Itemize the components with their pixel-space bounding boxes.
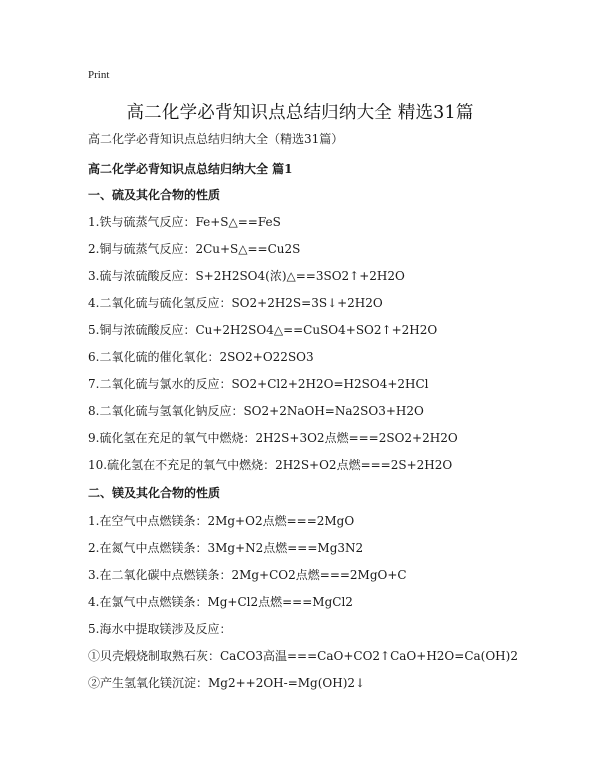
list-item: 4.二氧化硫与硫化氢反应：SO2+2H2S=3S↓+2H2O: [88, 296, 383, 310]
section-heading-sulfur: 一、硫及其化合物的性质: [88, 188, 221, 202]
list-item: 2.铜与硫蒸气反应：2Cu+S△==Cu2S: [88, 242, 301, 256]
list-item: 2.在氮气中点燃镁条：3Mg+N2点燃===Mg3N2: [88, 541, 364, 555]
list-item: 1.在空气中点燃镁条：2Mg+O2点燃===2MgO: [88, 514, 355, 528]
list-item: 5.铜与浓硫酸反应：Cu+2H2SO4△==CuSO4+SO2↑+2H2O: [88, 323, 438, 337]
list-item: 5.海水中提取镁涉及反应：: [88, 622, 232, 636]
list-item: 1.铁与硫蒸气反应：Fe+S△==FeS: [88, 215, 281, 229]
list-item: 6.二氧化硫的催化氧化：2SO2+O22SO3: [88, 350, 314, 364]
list-item: ①贝壳煅烧制取熟石灰：CaCO3高温===CaO+CO2↑CaO+H2O=Ca(OH)2: [88, 649, 518, 663]
list-item: ②产生氢氧化镁沉淀：Mg2++2OH-=Mg(OH)2↓: [88, 676, 366, 690]
list-item: 10.硫化氢在不充足的氧气中燃烧：2H2S+O2点燃===2S+2H2O: [88, 458, 453, 472]
document-subtitle: 高二化学必背知识点总结归纳大全（精选31篇）: [88, 132, 344, 146]
section-heading-magnesium: 二、镁及其化合物的性质: [88, 486, 221, 500]
page-title: 高二化学必背知识点总结归纳大全 精选31篇: [126, 103, 474, 123]
list-item: 3.在二氧化碳中点燃镁条：2Mg+CO2点燃===2MgO+C: [88, 568, 407, 582]
part-heading: 高二化学必背知识点总结归纳大全 篇1: [88, 162, 293, 176]
list-item: 9.硫化氢在充足的氧气中燃烧：2H2S+3O2点燃===2SO2+2H2O: [88, 431, 458, 445]
list-item: 4.在氯气中点燃镁条：Mg+Cl2点燃===MgCl2: [88, 595, 353, 609]
print-link[interactable]: Print: [88, 69, 110, 81]
list-item: 8.二氧化硫与氢氧化钠反应：SO2+2NaOH=Na2SO3+H2O: [88, 404, 424, 418]
list-item: 7.二氧化硫与氯水的反应：SO2+Cl2+2H2O=H2SO4+2HCl: [88, 377, 429, 391]
list-item: 3.硫与浓硫酸反应：S+2H2SO4(浓)△==3SO2↑+2H2O: [88, 269, 405, 283]
